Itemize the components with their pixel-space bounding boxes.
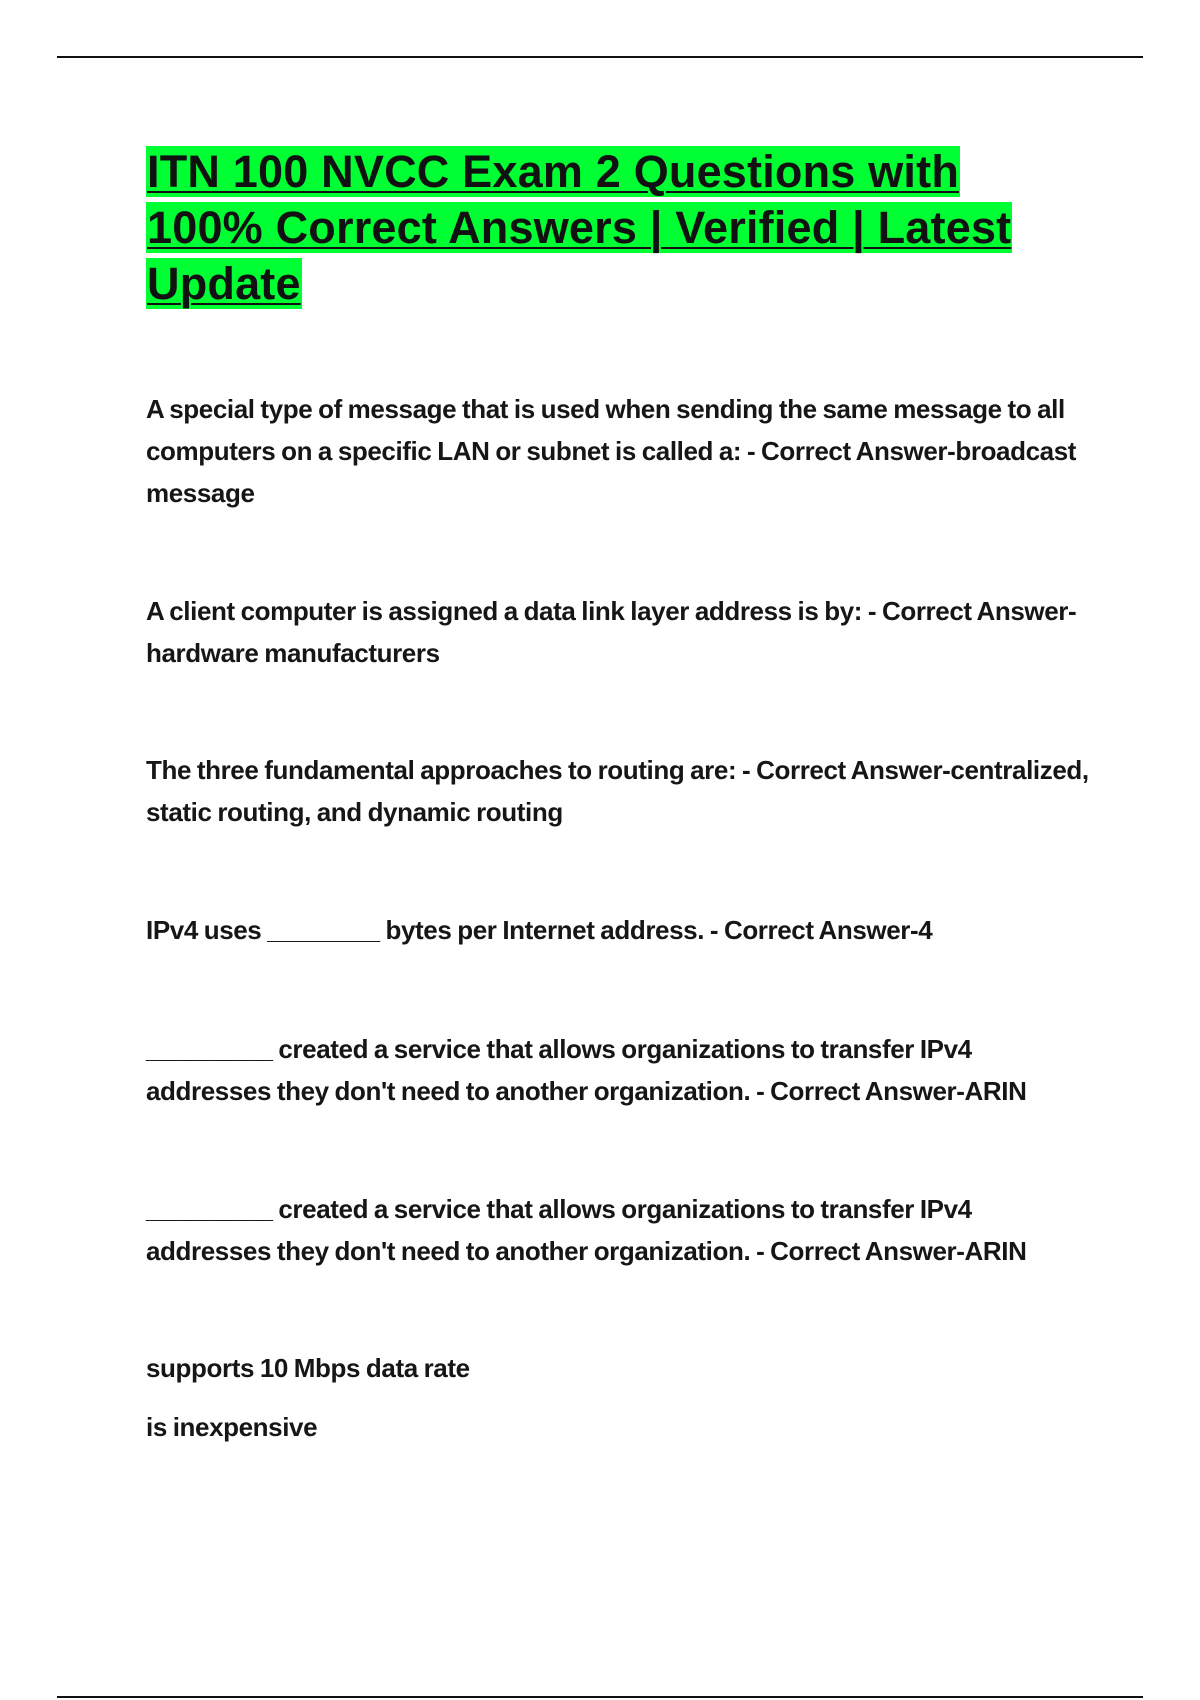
qa-item: _________ created a service that allows organizations to transfer IPv4 addresses they don't need to another organization. - Correct Answer-ARIN xyxy=(146,1194,1027,1266)
qa-item: A special type of message that is used when sending the same message to all computers on a specific LAN or subnet is called a: - Correct Answer-broadcast message xyxy=(146,394,1077,508)
top-divider xyxy=(57,56,1143,58)
document-title-text: ITN 100 NVCC Exam 2 Questions with 100% Correct Answers | Verified | Latest Update xyxy=(147,146,1012,309)
qa-item: The three fundamental approaches to routing are: - Correct Answer-centralized, static routing, and dynamic routing xyxy=(146,755,1089,827)
qa-item: supports 10 Mbps data rate xyxy=(146,1353,470,1383)
bottom-divider xyxy=(57,1696,1143,1698)
document-title xyxy=(146,144,1086,312)
qa-item: A client computer is assigned a data link layer address is by: - Correct Answer-hardware manufacturers xyxy=(146,596,1077,668)
qa-item: is inexpensive xyxy=(146,1412,318,1442)
qa-item: IPv4 uses ________ bytes per Internet address. - Correct Answer-4 xyxy=(146,915,933,945)
qa-item: _________ created a service that allows organizations to transfer IPv4 addresses they don't need to another organization. - Correct Answer-ARIN xyxy=(146,1034,1027,1106)
